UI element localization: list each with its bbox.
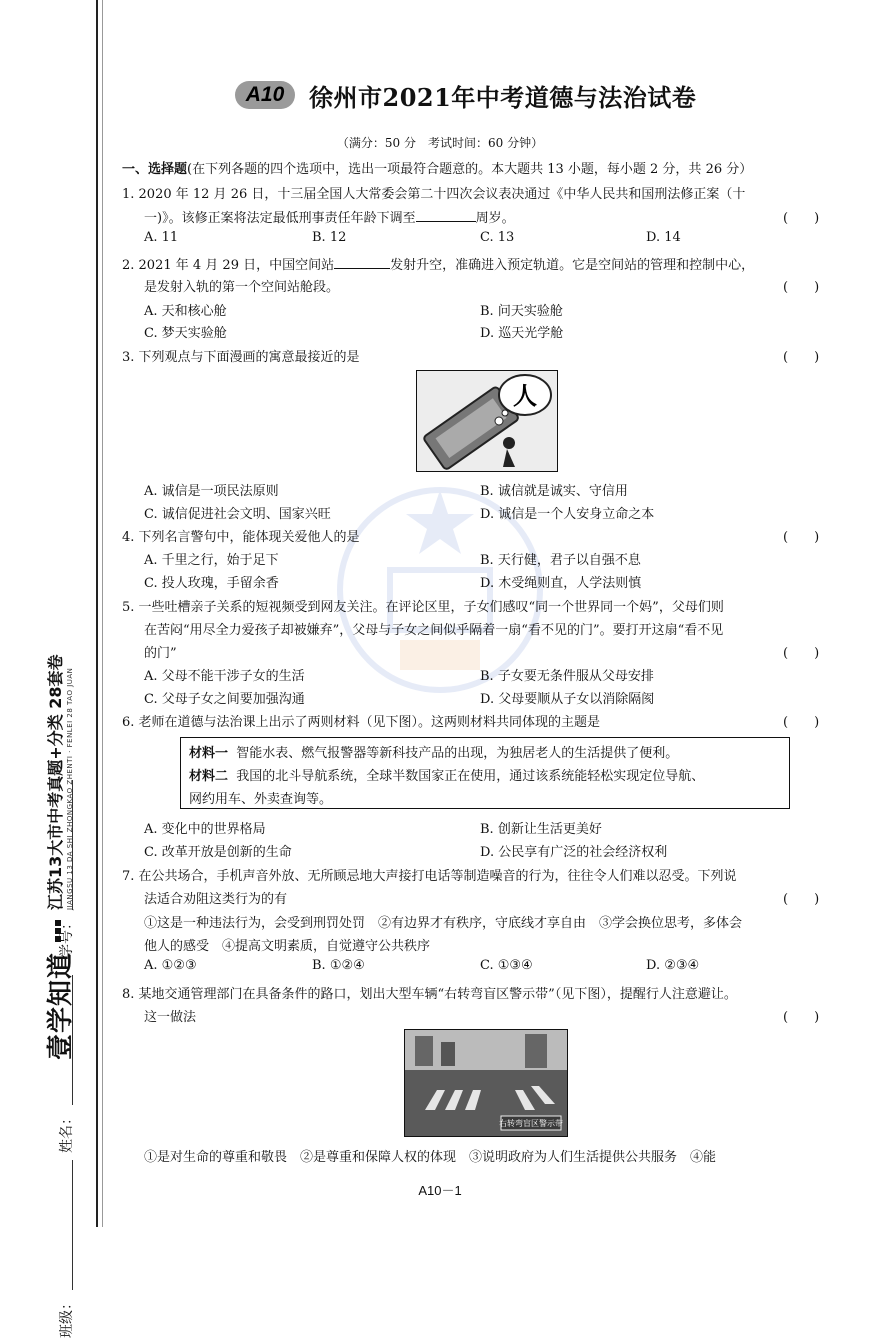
page-title: 徐州市2021年中考道德与法治试卷	[309, 82, 697, 112]
q2-option-d: D. 巡天光学舱	[480, 326, 564, 341]
q2-stem-1b: 发射升空，准确进入预定轨道。它是空间站的管理和控制中心，	[390, 258, 755, 273]
q2-stem-1	[122, 254, 754, 273]
q7-option-a: A. ①②③	[144, 958, 197, 973]
q2-blank	[334, 256, 390, 269]
brand-title: 江苏13大市中考真题+分类 28套卷	[45, 654, 65, 910]
q2-stem-2: 是发射入轨的第一个空间站舱段。	[144, 280, 340, 295]
q6-stem: 6. 老师在道德与法治课上出示了两则材料（见下图）。这两则材料共同体现的主题是	[122, 715, 601, 730]
q7-option-b: B. ①②④	[312, 958, 365, 973]
q7-stem-3: ①这是一种违法行为，会受到刑罚处罚 ②有边界才有秩序，守底线才享自由 ③学会换位思考，多体会	[144, 916, 743, 931]
q6-material-2b: 网约用车、外卖查询等。	[189, 792, 333, 807]
section-desc: (在下列各题的四个选项中，选出一项最符合题意的。本大题共 13 小题，每小题 2 分，共 26 分）	[187, 162, 753, 177]
paper-code-badge: A10	[235, 81, 295, 109]
q6-material-2	[189, 765, 704, 784]
q6-material-2-label: 材料二	[189, 769, 229, 784]
q2-stem-1a: 2. 2021 年 4 月 29 日，中国空间站	[122, 258, 335, 273]
q7-option-d: D. ②③④	[646, 958, 700, 973]
q1-blank	[416, 209, 476, 222]
q6-option-b: B. 创新让生活更美好	[480, 822, 602, 837]
q6-option-d: D. 公民享有广泛的社会经济权利	[480, 845, 668, 860]
q1-stem-1: 1. 2020 年 12 月 26 日，十三届全国人大常委会第二十四次会议表决通过《中华人民共和国刑法修正案（十	[122, 187, 746, 202]
q1-option-d: D. 14	[646, 230, 681, 245]
q3-option-a: A. 诚信是一项民法原则	[144, 484, 279, 499]
binding-margin	[0, 0, 100, 1338]
q6-option-c: C. 改革开放是创新的生命	[144, 845, 292, 860]
paper-title-bar	[235, 78, 755, 112]
q1-stem-2	[144, 207, 515, 226]
q6-material-2-text: 我国的北斗导航系统，全球半数国家正在使用，通过该系统能轻松实现定位导航、	[236, 769, 705, 784]
q3-option-d: D. 诚信是一个人安身立命之本	[480, 507, 655, 522]
q8-stem-3: ①是对生命的尊重和敬畏 ②是尊重和保障人权的体现 ③说明政府为人们生活提供公共服务 ④能	[144, 1150, 717, 1165]
margin-rule	[96, 0, 98, 1227]
section-title: 一、选择题	[122, 162, 188, 177]
q2-option-b: B. 问天实验舱	[480, 304, 563, 319]
q1-option-b: B. 12	[312, 230, 347, 245]
q5-option-a: A. 父母不能干涉子女的生活	[144, 669, 305, 684]
class-label: 班级：	[59, 1296, 75, 1338]
q6-answer-paren: ( )	[783, 715, 820, 730]
q2-option-c: C. 梦天实验舱	[144, 326, 227, 341]
q5-option-b: B. 子女要无条件服从父母安排	[480, 669, 654, 684]
student-number-label: 学号：	[59, 916, 75, 958]
q6-material-1-label: 材料一	[189, 746, 229, 761]
q1-stem-2a: 一)》。该修正案将法定最低刑事责任年龄下调至	[144, 211, 416, 226]
q8-photo-sign-text: 右转弯盲区警示带	[499, 1119, 563, 1128]
q6-material-1	[189, 742, 678, 761]
brand-subtitle: JIANGSU 13 DA SHI ZHONGKAO ZHENTI · FENLEI 28 TAO JUAN	[65, 667, 74, 910]
brand-logo: 壹学知道	[45, 951, 76, 1060]
q3-comic-bubble-text: 人	[513, 381, 537, 410]
q1-stem-2b: 周岁。	[475, 211, 515, 226]
q4-answer-paren: ( )	[783, 530, 820, 545]
q6-material-box	[180, 737, 790, 809]
q1-option-a: A. 11	[144, 230, 179, 245]
q5-stem-3: 的门”	[144, 646, 177, 661]
page-number: A10－1	[418, 1183, 462, 1198]
q4-option-a: A. 千里之行，始于足下	[144, 553, 279, 568]
q6-option-a: A. 变化中的世界格局	[144, 822, 266, 837]
q6-material-1-text: 智能水表、燃气报警器等新科技产品的出现，为独居老人的生活提供了便利。	[236, 746, 679, 761]
q3-stem: 3. 下列观点与下面漫画的寓意最接近的是	[122, 350, 360, 365]
q3-answer-paren: ( )	[783, 350, 820, 365]
q4-option-d: D. 木受绳则直，人学法则慎	[480, 576, 642, 591]
q1-option-c: C. 13	[480, 230, 515, 245]
q3-option-b: B. 诚信就是诚实、守信用	[480, 484, 628, 499]
q7-answer-paren: ( )	[783, 892, 820, 907]
q3-option-c: C. 诚信促进社会文明、国家兴旺	[144, 507, 331, 522]
student-number-line	[60, 780, 73, 910]
q7-stem-1: 7. 在公共场合，手机声音外放、无所顾忌地大声接打电话等制造噪音的行为，往往令人们难以忍受。下列说	[122, 869, 737, 884]
margin-rule-inner	[102, 0, 103, 1227]
q4-option-b: B. 天行健，君子以自强不息	[480, 553, 641, 568]
q7-option-c: C. ①③④	[480, 958, 533, 973]
name-label: 姓名：	[59, 1111, 75, 1153]
q2-option-a: A. 天和核心舱	[144, 304, 227, 319]
section-heading	[122, 158, 752, 177]
q5-option-c: C. 父母子女之间要加强沟通	[144, 692, 305, 707]
exam-meta: （满分：50 分 考试时间：60 分钟）	[336, 136, 544, 150]
q8-stem-2: 这一做法	[144, 1010, 197, 1025]
q1-answer-paren: ( )	[783, 211, 820, 226]
q5-answer-paren: ( )	[783, 646, 820, 661]
q7-stem-2: 法适合劝阻这类行为的有	[144, 892, 288, 907]
q8-stem-1: 8. 某地交通管理部门在具备条件的路口，划出大型车辆“右转弯盲区警示带”（见下图），提醒行人注意避让。	[122, 987, 737, 1002]
q5-stem-1: 5. 一些吐槽亲子关系的短视频受到网友关注。在评论区里，子女们感叹“同一个世界同一个妈”，父母们则	[122, 600, 724, 615]
q8-answer-paren: ( )	[783, 1010, 820, 1025]
q5-stem-2: 在苦闷“用尽全力爱孩子却被嫌弃”，父母与子女之间似乎隔着一扇“看不见的门”。要打开这扇“看不见	[144, 623, 724, 638]
q3-comic-image	[416, 370, 558, 472]
q8-intersection-photo	[404, 1029, 568, 1137]
q4-stem: 4. 下列名言警句中，能体现关爱他人的是	[122, 530, 360, 545]
name-line	[60, 975, 73, 1105]
q4-option-c: C. 投人玫瑰，手留余香	[144, 576, 279, 591]
q2-answer-paren: ( )	[783, 280, 820, 295]
q5-option-d: D. 父母要顺从子女以消除隔阂	[480, 692, 655, 707]
q7-stem-4: 他人的感受 ④提高文明素质，自觉遵守公共秩序	[144, 939, 431, 954]
